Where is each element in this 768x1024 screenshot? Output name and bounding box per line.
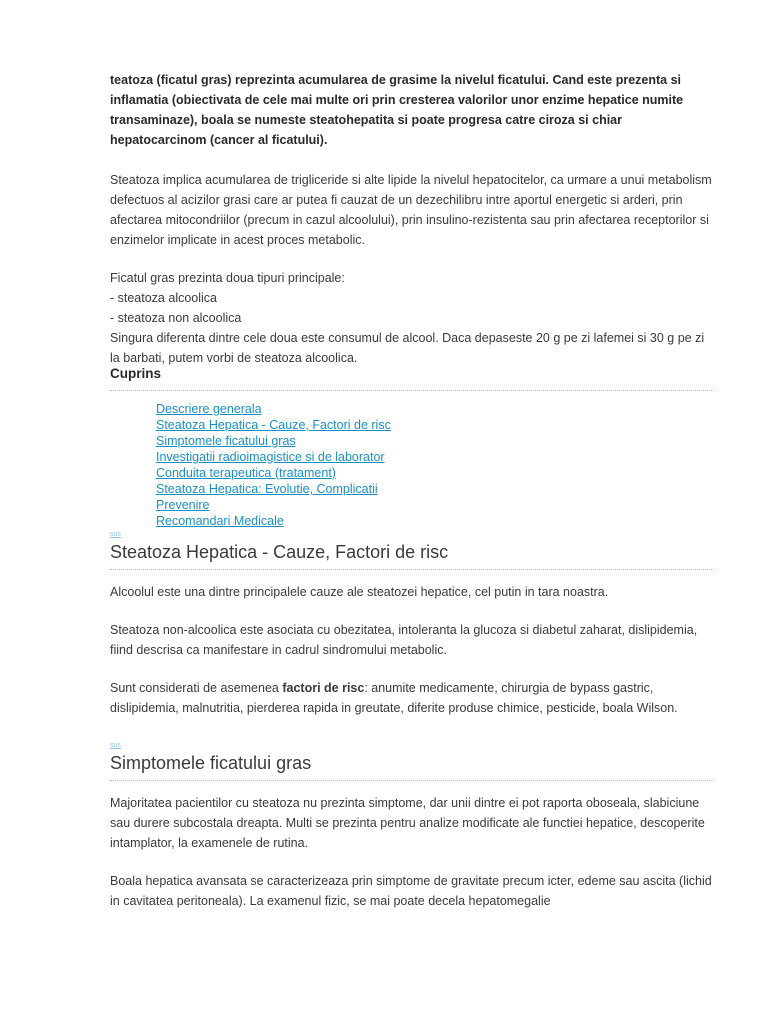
type-item-alcoolica: - steatoza alcoolica [110,291,218,305]
paragraph-boala-avansata: Boala hepatica avansata se caracterizeaza prin simptome de gravitate precum icter, edeme sau ascita (lichid in cavitatea peritoneala). La examenul fizic, se mai poate decela hepatomegalie [110,874,712,908]
toc-item [156,417,714,433]
toc-item [156,481,714,497]
factori-text-after: : anumite medicamente, chirurgia de bypass gastric, dislipidemia, malnutritia, pierderea rapida in greutate, diferite produse chimice, pesticide, boala Wilson. [110,681,678,715]
paragraph-alcoolul: Alcoolul este una dintre principalele cauze ale steatozei hepatice, cel putin in tara noastra. [110,585,609,599]
toc-item [156,401,714,417]
intro-paragraph: teatoza (ficatul gras) reprezinta acumularea de grasime la nivelul ficatului. Cand este prezenta si inflamatia (obiectivata de cele mai multe ori prin cresterea valorilor unor enzime hepatice numite transaminaze), boala se numeste steatohepatita si poate progresa catre ciroza si chiar hepatocarcinom (cancer al ficatului). [110,73,684,147]
toc-item [156,513,714,529]
section-title-cauze: Steatoza Hepatica - Cauze, Factori de risc [110,542,449,562]
factori-text-before: Sunt considerati de asemenea [110,681,283,695]
type-item-non-alcoolica: - steatoza non alcoolica [110,311,242,325]
paragraph-steatoza-implica: Steatoza implica acumularea de trigliceride si alte lipide la nivelul hepatocitelor, ca urmare a unui metabolism defectuos al acizilor grasi care ar putea fi cauzat de un dezechilibru intre aportul energetic si arderi, prin afectarea mitocondriilor (precum in cazul alcoolului), prin insulino-rezistenta sau prin afectarea receptorilor si enzimelor implicate in acest proces metabolic. [110,173,712,247]
toc-title: Cuprins [110,366,162,381]
back-to-top-link[interactable]: sus [110,742,121,749]
table-of-contents [110,401,714,529]
article [110,70,714,911]
factori-de-risc-bold: factori de risc [282,681,365,695]
paragraph-factori-de-risc [110,678,714,718]
toc-link-recomandari[interactable]: Recomandari Medicale [156,514,284,528]
toc-item [156,449,714,465]
paragraph-non-alcoolica: Steatoza non-alcoolica este asociata cu obezitatea, intoleranta la glucoza si diabetul zaharat, dislipidemia, fiind descrisa ca manifestare in cadrul sindromului metabolic. [110,623,698,657]
toc-link-prevenire[interactable]: Prevenire [156,498,210,512]
types-block [110,268,714,368]
toc-link-investigatii[interactable]: Investigatii radioimagistice si de laborator [156,450,385,464]
toc-link-tratament[interactable]: Conduita terapeutica (tratament) [156,466,336,480]
divider [110,780,714,781]
toc-item [156,433,714,449]
paragraph-majoritatea: Majoritatea pacientilor cu steatoza nu prezinta simptome, dar unii dintre ei pot raporta oboseala, slabiciune sau durere subcostala dreapta. Multi se prezinta pentru analize modificate ale functiei hepatice, descoperite intamplator, la examenele de rutina. [110,796,705,850]
toc-item [156,497,714,513]
types-heading: Ficatul gras prezinta doua tipuri principale: [110,271,345,285]
divider [110,390,714,391]
toc-link-descriere[interactable]: Descriere generala [156,402,262,416]
section-title-simptome: Simptomele ficatului gras [110,753,312,773]
divider [110,569,714,570]
back-to-top-link[interactable]: sus [110,531,121,538]
toc-item [156,465,714,481]
types-difference: Singura diferenta dintre cele doua este consumul de alcool. Daca depaseste 20 g pe zi lafemei si 30 g pe zi la barbati, putem vorbi de steatoza alcoolica. [110,331,705,365]
toc-link-cauze[interactable]: Steatoza Hepatica - Cauze, Factori de risc [156,418,391,432]
toc-link-evolutie[interactable]: Steatoza Hepatica: Evolutie, Complicatii [156,482,378,496]
toc-link-simptome[interactable]: Simptomele ficatului gras [156,434,296,448]
